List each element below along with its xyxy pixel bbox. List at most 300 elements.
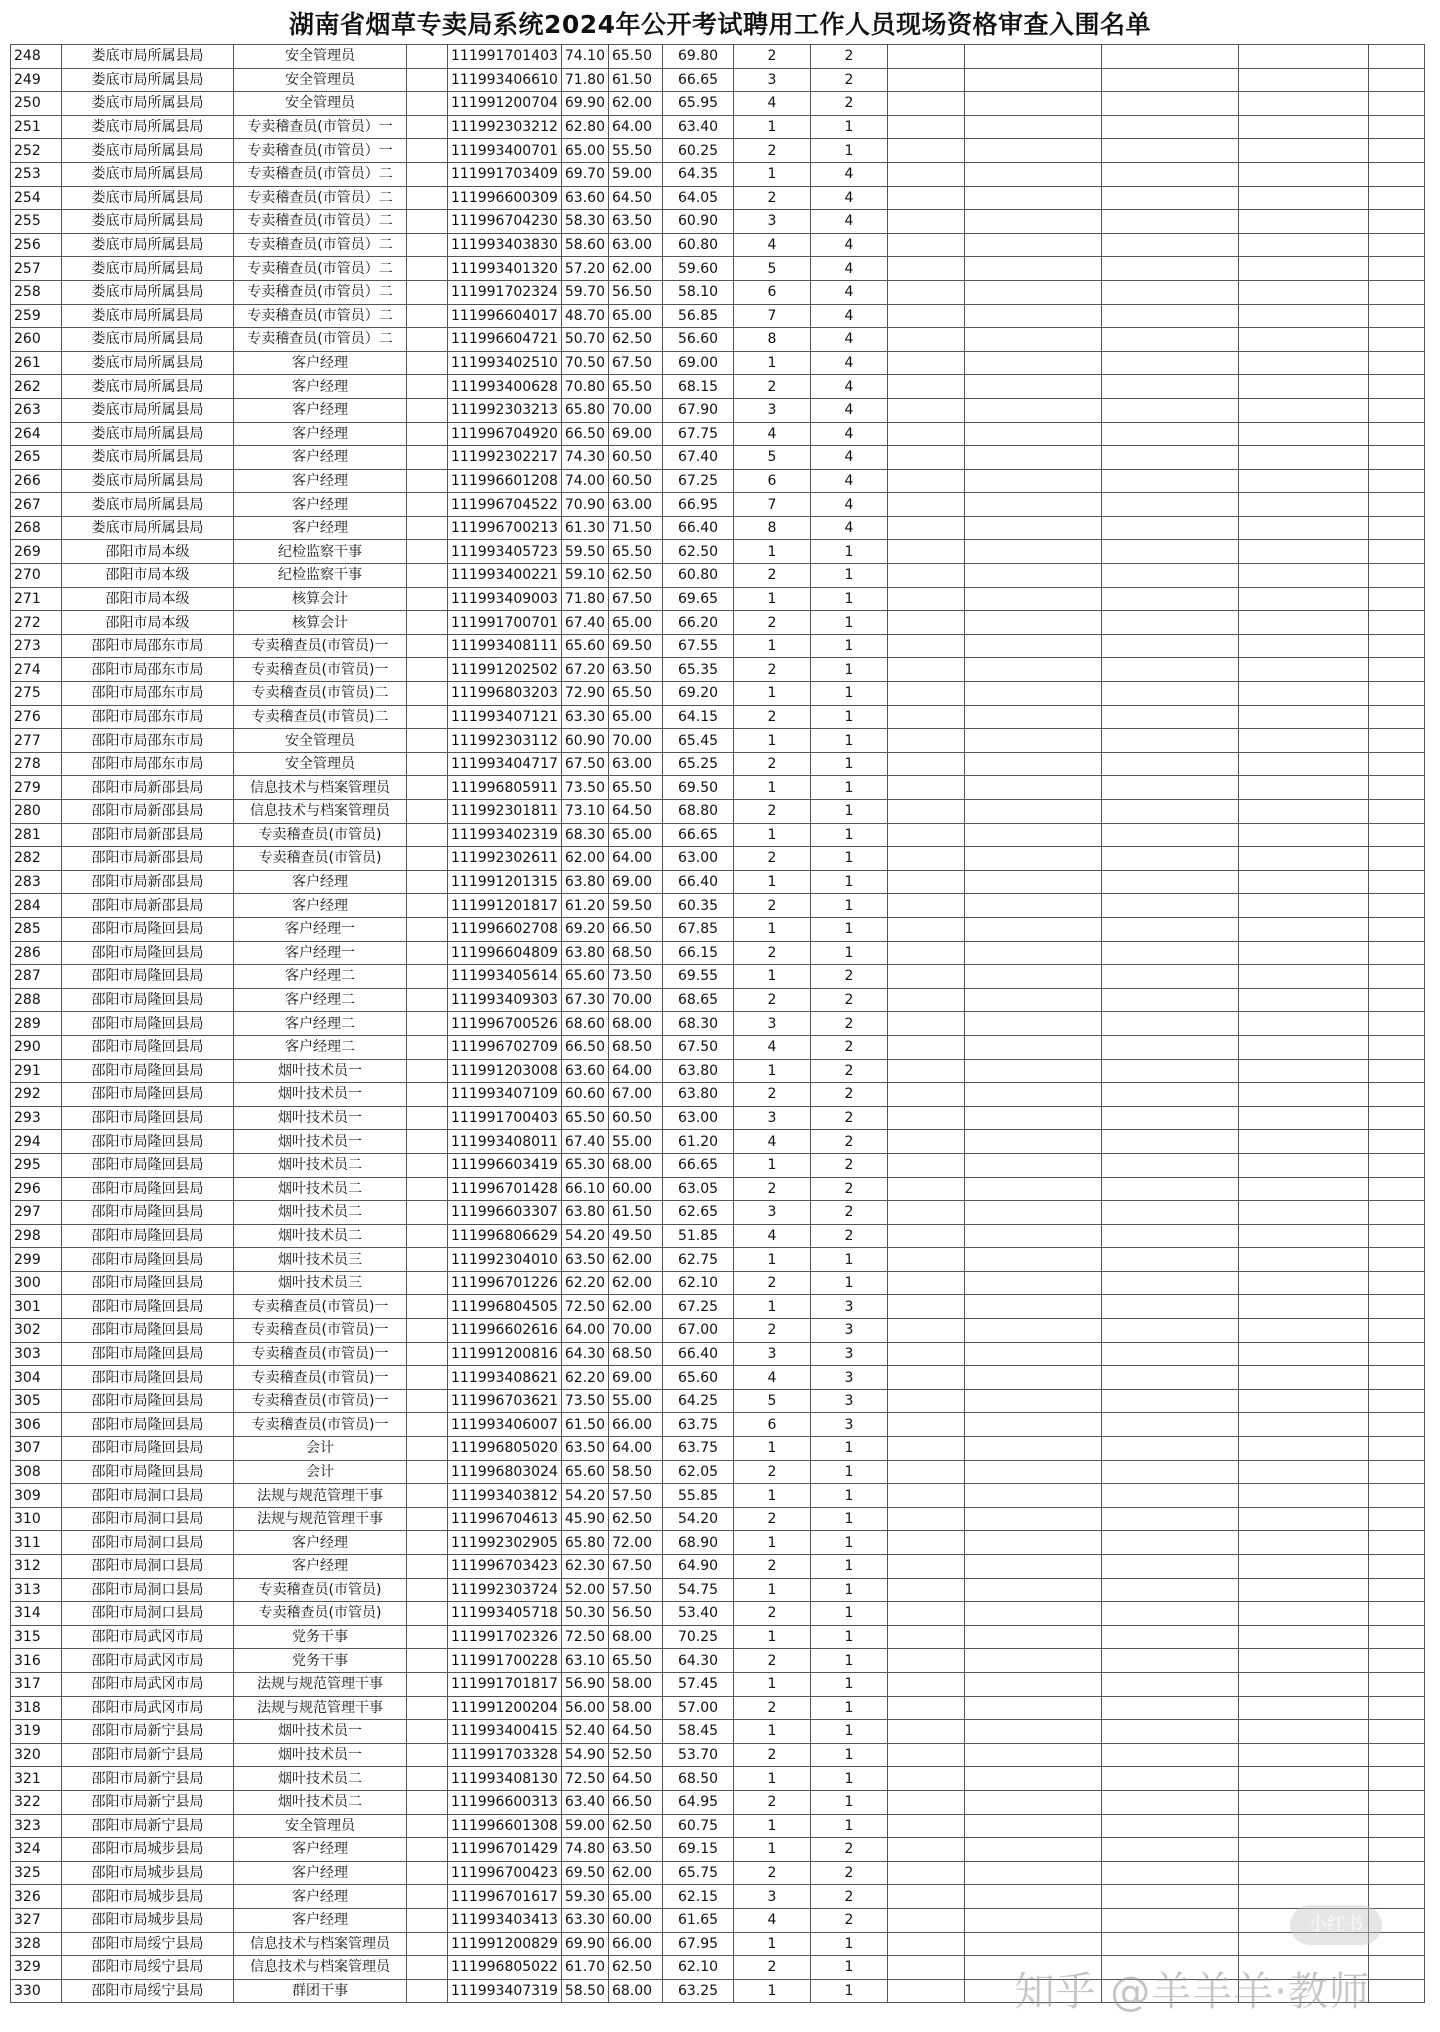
- row-number: 280: [11, 800, 62, 824]
- total-score: 69.50: [662, 776, 733, 800]
- employer-unit: 邵阳市局武冈市局: [62, 1625, 234, 1649]
- total-score: 66.40: [662, 1342, 733, 1366]
- empty-cell: [964, 1342, 1101, 1366]
- empty-cell: [887, 658, 964, 682]
- empty-cell: [964, 1201, 1101, 1225]
- table-row: [11, 92, 1425, 116]
- empty-cell: [1368, 68, 1424, 92]
- employer-unit: 邵阳市局本级: [62, 564, 234, 588]
- quota: 1: [810, 1507, 887, 1531]
- position-name: 烟叶技术员三: [234, 1248, 407, 1272]
- empty-cell: [1368, 280, 1424, 304]
- exam-id: 111996805911: [448, 776, 562, 800]
- employer-unit: 邵阳市局隆回县局: [62, 965, 234, 989]
- blank-cell: [407, 894, 448, 918]
- empty-cell: [1101, 1319, 1238, 1343]
- quota: 1: [810, 1956, 887, 1980]
- total-score: 58.45: [662, 1720, 733, 1744]
- written-score: 72.50: [561, 1767, 608, 1791]
- empty-cell: [1368, 1956, 1424, 1980]
- total-score: 60.25: [662, 139, 733, 163]
- row-number: 266: [11, 469, 62, 493]
- row-number: 285: [11, 917, 62, 941]
- row-number: 321: [11, 1767, 62, 1791]
- empty-cell: [1238, 587, 1368, 611]
- empty-cell: [887, 186, 964, 210]
- exam-id: 111996604721: [448, 328, 562, 352]
- rank: 1: [733, 1979, 810, 2003]
- blank-cell: [407, 375, 448, 399]
- empty-cell: [1238, 1083, 1368, 1107]
- rank: 2: [733, 1555, 810, 1579]
- empty-cell: [887, 1767, 964, 1791]
- empty-cell: [1101, 398, 1238, 422]
- employer-unit: 邵阳市局绥宁县局: [62, 1979, 234, 2003]
- empty-cell: [1238, 1319, 1368, 1343]
- blank-cell: [407, 658, 448, 682]
- table-row: [11, 304, 1425, 328]
- empty-cell: [964, 257, 1101, 281]
- empty-cell: [1368, 115, 1424, 139]
- rank: 2: [733, 1956, 810, 1980]
- employer-unit: 娄底市局所属县局: [62, 210, 234, 234]
- exam-id: 111993403413: [448, 1908, 562, 1932]
- exam-id: 111992303213: [448, 398, 562, 422]
- row-number: 296: [11, 1177, 62, 1201]
- exam-id: 111992303212: [448, 115, 562, 139]
- total-score: 62.10: [662, 1956, 733, 1980]
- empty-cell: [964, 1130, 1101, 1154]
- total-score: 63.05: [662, 1177, 733, 1201]
- rank: 5: [733, 446, 810, 470]
- total-score: 66.15: [662, 941, 733, 965]
- blank-cell: [407, 1602, 448, 1626]
- empty-cell: [1238, 1366, 1368, 1390]
- table-row: [11, 752, 1425, 776]
- employer-unit: 邵阳市局隆回县局: [62, 1460, 234, 1484]
- empty-cell: [887, 823, 964, 847]
- position-name: 专卖稽查员(市管员)一: [234, 1389, 407, 1413]
- written-score: 56.00: [561, 1696, 608, 1720]
- exam-id: 111993400221: [448, 564, 562, 588]
- empty-cell: [1238, 847, 1368, 871]
- written-score: 74.80: [561, 1838, 608, 1862]
- empty-cell: [964, 1507, 1101, 1531]
- table-row: [11, 1177, 1425, 1201]
- exam-id: 111993407319: [448, 1979, 562, 2003]
- quota: 4: [810, 422, 887, 446]
- empty-cell: [1101, 446, 1238, 470]
- exam-id: 111996806629: [448, 1224, 562, 1248]
- row-number: 319: [11, 1720, 62, 1744]
- empty-cell: [1101, 351, 1238, 375]
- exam-id: 111996803024: [448, 1460, 562, 1484]
- rank: 1: [733, 587, 810, 611]
- rank: 3: [733, 398, 810, 422]
- interview-score: 63.00: [608, 493, 662, 517]
- interview-score: 65.50: [608, 375, 662, 399]
- empty-cell: [887, 682, 964, 706]
- employer-unit: 邵阳市局隆回县局: [62, 1012, 234, 1036]
- quota: 2: [810, 1130, 887, 1154]
- position-name: 会计: [234, 1460, 407, 1484]
- empty-cell: [1101, 988, 1238, 1012]
- quota: 1: [810, 729, 887, 753]
- total-score: 63.80: [662, 1059, 733, 1083]
- written-score: 62.80: [561, 115, 608, 139]
- rank: 1: [733, 1672, 810, 1696]
- empty-cell: [1368, 894, 1424, 918]
- empty-cell: [887, 1366, 964, 1390]
- employer-unit: 邵阳市局隆回县局: [62, 1319, 234, 1343]
- quota: 2: [810, 1885, 887, 1909]
- employer-unit: 娄底市局所属县局: [62, 139, 234, 163]
- employer-unit: 娄底市局所属县局: [62, 446, 234, 470]
- row-number: 293: [11, 1106, 62, 1130]
- empty-cell: [1368, 1625, 1424, 1649]
- total-score: 60.90: [662, 210, 733, 234]
- quota: 3: [810, 1319, 887, 1343]
- quota: 3: [810, 1389, 887, 1413]
- empty-cell: [1238, 823, 1368, 847]
- total-score: 66.20: [662, 611, 733, 635]
- row-number: 304: [11, 1366, 62, 1390]
- employer-unit: 邵阳市局隆回县局: [62, 1083, 234, 1107]
- empty-cell: [964, 1578, 1101, 1602]
- interview-score: 60.50: [608, 446, 662, 470]
- employer-unit: 邵阳市局新邵县局: [62, 823, 234, 847]
- blank-cell: [407, 1083, 448, 1107]
- row-number: 274: [11, 658, 62, 682]
- interview-score: 68.50: [608, 1035, 662, 1059]
- written-score: 62.30: [561, 1555, 608, 1579]
- quota: 1: [810, 800, 887, 824]
- employer-unit: 邵阳市局洞口县局: [62, 1555, 234, 1579]
- table-row: [11, 682, 1425, 706]
- empty-cell: [1101, 1130, 1238, 1154]
- employer-unit: 邵阳市局隆回县局: [62, 1437, 234, 1461]
- written-score: 58.60: [561, 233, 608, 257]
- written-score: 45.90: [561, 1507, 608, 1531]
- empty-cell: [1101, 1790, 1238, 1814]
- empty-cell: [887, 1979, 964, 2003]
- rank: 2: [733, 800, 810, 824]
- interview-score: 62.50: [608, 564, 662, 588]
- empty-cell: [1101, 1531, 1238, 1555]
- quota: 4: [810, 233, 887, 257]
- exam-id: 111996703423: [448, 1555, 562, 1579]
- empty-cell: [964, 139, 1101, 163]
- empty-cell: [1238, 1578, 1368, 1602]
- table-row: [11, 210, 1425, 234]
- rank: 2: [733, 894, 810, 918]
- empty-cell: [887, 162, 964, 186]
- empty-cell: [964, 1814, 1101, 1838]
- table-row: [11, 257, 1425, 281]
- interview-score: 67.50: [608, 587, 662, 611]
- empty-cell: [1101, 658, 1238, 682]
- empty-cell: [1101, 493, 1238, 517]
- row-number: 264: [11, 422, 62, 446]
- quota: 1: [810, 752, 887, 776]
- empty-cell: [1368, 1460, 1424, 1484]
- position-name: 法规与规范管理干事: [234, 1484, 407, 1508]
- rank: 1: [733, 1484, 810, 1508]
- empty-cell: [887, 1672, 964, 1696]
- row-number: 286: [11, 941, 62, 965]
- position-name: 纪检监察干事: [234, 540, 407, 564]
- exam-id: 111992303112: [448, 729, 562, 753]
- empty-cell: [964, 398, 1101, 422]
- empty-cell: [1368, 941, 1424, 965]
- position-name: 纪检监察干事: [234, 564, 407, 588]
- quota: 4: [810, 328, 887, 352]
- empty-cell: [1238, 1437, 1368, 1461]
- empty-cell: [1101, 1672, 1238, 1696]
- exam-id: 111991702324: [448, 280, 562, 304]
- quota: 1: [810, 634, 887, 658]
- empty-cell: [1368, 587, 1424, 611]
- empty-cell: [1368, 800, 1424, 824]
- row-number: 329: [11, 1956, 62, 1980]
- empty-cell: [964, 1838, 1101, 1862]
- rank: 2: [733, 658, 810, 682]
- empty-cell: [1368, 1790, 1424, 1814]
- interview-score: 62.00: [608, 257, 662, 281]
- exam-id: 111996604017: [448, 304, 562, 328]
- interview-score: 70.00: [608, 1319, 662, 1343]
- table-row: [11, 1319, 1425, 1343]
- interview-score: 62.00: [608, 1248, 662, 1272]
- quota: 2: [810, 68, 887, 92]
- empty-cell: [1368, 1389, 1424, 1413]
- position-name: 核算会计: [234, 611, 407, 635]
- empty-cell: [1101, 1885, 1238, 1909]
- employer-unit: 娄底市局所属县局: [62, 115, 234, 139]
- empty-cell: [1238, 328, 1368, 352]
- written-score: 54.90: [561, 1743, 608, 1767]
- page-title: 湖南省烟草专卖局系统2024年公开考试聘用工作人员现场资格审查入围名单: [288, 10, 1152, 39]
- employer-unit: 娄底市局所属县局: [62, 257, 234, 281]
- empty-cell: [1238, 752, 1368, 776]
- position-name: 客户经理: [234, 493, 407, 517]
- blank-cell: [407, 1649, 448, 1673]
- row-number: 315: [11, 1625, 62, 1649]
- rank: 6: [733, 469, 810, 493]
- empty-cell: [964, 115, 1101, 139]
- written-score: 58.50: [561, 1979, 608, 2003]
- written-score: 65.60: [561, 1460, 608, 1484]
- empty-cell: [964, 729, 1101, 753]
- written-score: 59.30: [561, 1885, 608, 1909]
- employer-unit: 邵阳市局新邵县局: [62, 800, 234, 824]
- rank: 1: [733, 1767, 810, 1791]
- employer-unit: 邵阳市局洞口县局: [62, 1531, 234, 1555]
- row-number: 310: [11, 1507, 62, 1531]
- blank-cell: [407, 115, 448, 139]
- interview-score: 70.00: [608, 988, 662, 1012]
- quota: 4: [810, 398, 887, 422]
- exam-id: 111991703409: [448, 162, 562, 186]
- empty-cell: [1368, 162, 1424, 186]
- empty-cell: [887, 1507, 964, 1531]
- interview-score: 66.00: [608, 1413, 662, 1437]
- empty-cell: [1238, 705, 1368, 729]
- total-score: 66.65: [662, 1153, 733, 1177]
- blank-cell: [407, 1979, 448, 2003]
- exam-id: 111996805020: [448, 1437, 562, 1461]
- position-name: 客户经理: [234, 1861, 407, 1885]
- total-score: 65.75: [662, 1861, 733, 1885]
- position-name: 专卖稽查员(市管员): [234, 1578, 407, 1602]
- empty-cell: [1101, 1389, 1238, 1413]
- position-name: 专卖稽查员(市管员)一: [234, 1319, 407, 1343]
- empty-cell: [1101, 328, 1238, 352]
- table-row: [11, 186, 1425, 210]
- exam-id: 111996702709: [448, 1035, 562, 1059]
- empty-cell: [964, 1271, 1101, 1295]
- row-number: 255: [11, 210, 62, 234]
- table-row: [11, 1885, 1425, 1909]
- empty-cell: [1238, 375, 1368, 399]
- empty-cell: [1368, 516, 1424, 540]
- empty-cell: [887, 917, 964, 941]
- interview-score: 67.50: [608, 351, 662, 375]
- empty-cell: [964, 469, 1101, 493]
- table-row: [11, 540, 1425, 564]
- exam-id: 111996601208: [448, 469, 562, 493]
- position-name: 专卖稽查员(市管员）二: [234, 328, 407, 352]
- row-number: 253: [11, 162, 62, 186]
- quota: 2: [810, 1106, 887, 1130]
- empty-cell: [887, 1083, 964, 1107]
- empty-cell: [1238, 139, 1368, 163]
- quota: 1: [810, 1696, 887, 1720]
- blank-cell: [407, 328, 448, 352]
- empty-cell: [887, 398, 964, 422]
- empty-cell: [964, 1790, 1101, 1814]
- interview-score: 67.00: [608, 1083, 662, 1107]
- empty-cell: [1368, 210, 1424, 234]
- empty-cell: [887, 1413, 964, 1437]
- interview-score: 62.50: [608, 1507, 662, 1531]
- interview-score: 59.00: [608, 162, 662, 186]
- position-name: 烟叶技术员一: [234, 1083, 407, 1107]
- position-name: 专卖稽查员(市管员): [234, 847, 407, 871]
- empty-cell: [964, 1672, 1101, 1696]
- total-score: 59.60: [662, 257, 733, 281]
- empty-cell: [1368, 1012, 1424, 1036]
- employer-unit: 娄底市局所属县局: [62, 233, 234, 257]
- table-row: [11, 965, 1425, 989]
- empty-cell: [964, 45, 1101, 69]
- empty-cell: [964, 162, 1101, 186]
- interview-score: 62.00: [608, 1861, 662, 1885]
- exam-id: 111993408621: [448, 1366, 562, 1390]
- quota: 1: [810, 1672, 887, 1696]
- rank: 1: [733, 1625, 810, 1649]
- written-score: 64.00: [561, 1319, 608, 1343]
- employer-unit: 邵阳市局武冈市局: [62, 1672, 234, 1696]
- interview-score: 58.50: [608, 1460, 662, 1484]
- written-score: 54.20: [561, 1224, 608, 1248]
- written-score: 72.50: [561, 1625, 608, 1649]
- empty-cell: [1368, 1602, 1424, 1626]
- table-row: [11, 634, 1425, 658]
- total-score: 68.80: [662, 800, 733, 824]
- written-score: 71.80: [561, 68, 608, 92]
- total-score: 53.70: [662, 1743, 733, 1767]
- empty-cell: [1101, 1767, 1238, 1791]
- position-name: 专卖稽查员(市管员）一: [234, 115, 407, 139]
- empty-cell: [1368, 446, 1424, 470]
- row-number: 279: [11, 776, 62, 800]
- quota: 1: [810, 1555, 887, 1579]
- exam-id: 111993404717: [448, 752, 562, 776]
- row-number: 268: [11, 516, 62, 540]
- empty-cell: [887, 1531, 964, 1555]
- empty-cell: [1101, 1153, 1238, 1177]
- interview-score: 66.50: [608, 917, 662, 941]
- written-score: 59.50: [561, 540, 608, 564]
- exam-id: 111993407109: [448, 1083, 562, 1107]
- blank-cell: [407, 1130, 448, 1154]
- employer-unit: 娄底市局所属县局: [62, 375, 234, 399]
- exam-id: 111991200816: [448, 1342, 562, 1366]
- empty-cell: [887, 1625, 964, 1649]
- empty-cell: [1368, 611, 1424, 635]
- empty-cell: [1368, 1177, 1424, 1201]
- written-score: 70.90: [561, 493, 608, 517]
- written-score: 50.70: [561, 328, 608, 352]
- position-name: 客户经理二: [234, 1035, 407, 1059]
- exam-id: 111996701226: [448, 1271, 562, 1295]
- empty-cell: [1101, 847, 1238, 871]
- empty-cell: [1101, 1814, 1238, 1838]
- rank: 7: [733, 304, 810, 328]
- position-name: 安全管理员: [234, 752, 407, 776]
- interview-score: 67.50: [608, 1555, 662, 1579]
- interview-score: 55.00: [608, 1130, 662, 1154]
- empty-cell: [1368, 540, 1424, 564]
- rank: 3: [733, 210, 810, 234]
- empty-cell: [887, 422, 964, 446]
- written-score: 61.50: [561, 1413, 608, 1437]
- exam-id: 111993403830: [448, 233, 562, 257]
- watermark-text: 知乎 @羊羊羊·教师: [1014, 1969, 1370, 2015]
- empty-cell: [1368, 92, 1424, 116]
- total-score: 68.65: [662, 988, 733, 1012]
- empty-cell: [964, 1035, 1101, 1059]
- interview-score: 62.50: [608, 328, 662, 352]
- empty-cell: [1101, 1696, 1238, 1720]
- row-number: 261: [11, 351, 62, 375]
- quota: 1: [810, 1814, 887, 1838]
- table-row: [11, 823, 1425, 847]
- row-number: 273: [11, 634, 62, 658]
- exam-id: 111991700701: [448, 611, 562, 635]
- empty-cell: [1101, 1484, 1238, 1508]
- row-number: 322: [11, 1790, 62, 1814]
- empty-cell: [887, 988, 964, 1012]
- empty-cell: [1368, 328, 1424, 352]
- empty-cell: [887, 752, 964, 776]
- written-score: 63.80: [561, 1201, 608, 1225]
- employer-unit: 邵阳市局新宁县局: [62, 1790, 234, 1814]
- rank: 2: [733, 1507, 810, 1531]
- blank-cell: [407, 1932, 448, 1956]
- interview-score: 68.00: [608, 1012, 662, 1036]
